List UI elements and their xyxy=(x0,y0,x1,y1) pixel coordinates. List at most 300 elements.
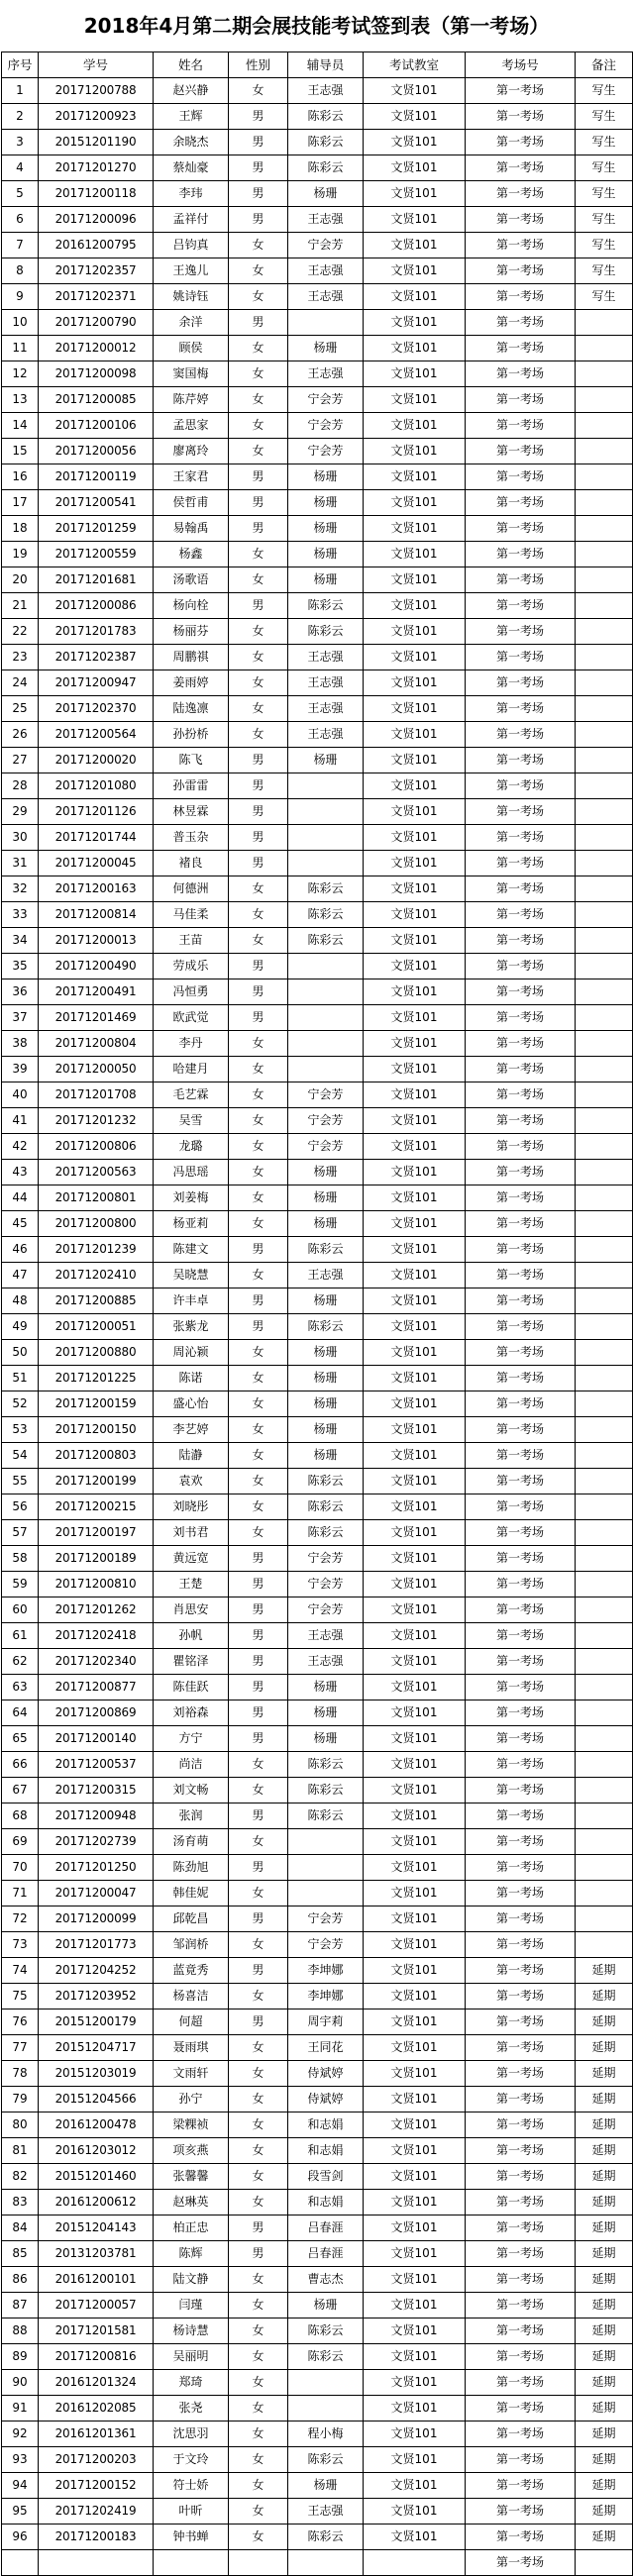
cell-student-id: 20171200056 xyxy=(39,439,154,464)
cell-counselor: 陈彩云 xyxy=(288,2344,364,2370)
cell-gender: 女 xyxy=(229,567,288,593)
cell-gender: 女 xyxy=(229,2473,288,2499)
cell-student-id: 20171200159 xyxy=(39,1391,154,1417)
cell-student-id: 20171201225 xyxy=(39,1366,154,1391)
cell-remarks: 延期 xyxy=(576,2215,633,2241)
cell-counselor xyxy=(288,954,364,979)
cell-exam-room: 第一考场 xyxy=(466,1700,576,1726)
cell-student-id: 20171200788 xyxy=(39,78,154,104)
cell-gender: 男 xyxy=(229,155,288,181)
cell-gender: 男 xyxy=(229,130,288,155)
cell-seq: 40 xyxy=(2,1082,39,1108)
cell-gender: 女 xyxy=(229,1108,288,1134)
cell-student-id: 20171200491 xyxy=(39,979,154,1005)
cell-seq: 51 xyxy=(2,1366,39,1391)
cell-gender: 男 xyxy=(229,310,288,336)
cell-exam-room: 第一考场 xyxy=(466,181,576,207)
cell-student-id: 20151203019 xyxy=(39,2061,154,2087)
cell-seq: 91 xyxy=(2,2396,39,2421)
table-row xyxy=(2,619,633,645)
cell-exam-room: 第一考场 xyxy=(466,1597,576,1623)
cell-exam-room: 第一考场 xyxy=(466,799,576,825)
table-row xyxy=(2,1391,633,1417)
cell-remarks: 延期 xyxy=(576,1984,633,2009)
cell-name: 杨亚莉 xyxy=(154,1211,229,1237)
cell-seq: 88 xyxy=(2,2318,39,2344)
cell-seq: 52 xyxy=(2,1391,39,1417)
cell-exam-room: 第一考场 xyxy=(466,1752,576,1778)
table-row xyxy=(2,2241,633,2267)
cell-classroom: 文贤101 xyxy=(364,78,466,104)
cell-counselor: 陈彩云 xyxy=(288,130,364,155)
table-row xyxy=(2,1726,633,1752)
cell-remarks xyxy=(576,1778,633,1803)
cell-exam-room: 第一考场 xyxy=(466,233,576,258)
cell-classroom: 文贤101 xyxy=(364,2473,466,2499)
cell-gender: 女 xyxy=(229,1134,288,1160)
cell-counselor: 宁会芳 xyxy=(288,1082,364,1108)
cell-seq: 8 xyxy=(2,258,39,284)
cell-classroom: 文贤101 xyxy=(364,207,466,233)
cell-classroom: 文贤101 xyxy=(364,1881,466,1906)
cell-classroom: 文贤101 xyxy=(364,1829,466,1855)
table-row xyxy=(2,1546,633,1572)
cell-classroom: 文贤101 xyxy=(364,439,466,464)
cell-exam-room: 第一考场 xyxy=(466,464,576,490)
cell-name: 钟书蝉 xyxy=(154,2524,229,2550)
cell-classroom: 文贤101 xyxy=(364,1984,466,2009)
cell-counselor: 程小梅 xyxy=(288,2421,364,2447)
cell-classroom: 文贤101 xyxy=(364,670,466,696)
cell-student-id: 20171201681 xyxy=(39,567,154,593)
cell-seq: 39 xyxy=(2,1057,39,1082)
cell-remarks: 写生 xyxy=(576,130,633,155)
cell-counselor xyxy=(288,799,364,825)
table-row xyxy=(2,413,633,439)
cell-gender: 女 xyxy=(229,1494,288,1520)
cell-counselor: 吕春涯 xyxy=(288,2241,364,2267)
cell-exam-room: 第一考场 xyxy=(466,1572,576,1597)
cell-exam-room: 第一考场 xyxy=(466,387,576,413)
table-row xyxy=(2,825,633,851)
cell-gender: 女 xyxy=(229,1366,288,1391)
cell-counselor: 王志强 xyxy=(288,1263,364,1288)
cell-seq: 90 xyxy=(2,2370,39,2396)
cell-exam-room: 第一考场 xyxy=(466,1803,576,1829)
cell-seq: 60 xyxy=(2,1597,39,1623)
cell-classroom: 文贤101 xyxy=(364,928,466,954)
table-row xyxy=(2,1160,633,1185)
cell-remarks xyxy=(576,1031,633,1057)
cell-remarks: 延期 xyxy=(576,2447,633,2473)
table-row xyxy=(2,1185,633,1211)
cell-counselor xyxy=(288,1855,364,1881)
cell-classroom: 文贤101 xyxy=(364,954,466,979)
cell-gender: 女 xyxy=(229,928,288,954)
cell-counselor: 王志强 xyxy=(288,2499,364,2524)
table-row xyxy=(2,258,633,284)
cell-classroom: 文贤101 xyxy=(364,593,466,619)
table-row xyxy=(2,490,633,516)
cell-remarks xyxy=(576,1469,633,1494)
cell-seq: 69 xyxy=(2,1829,39,1855)
cell-student-id: 20171200877 xyxy=(39,1675,154,1700)
cell-student-id: 20171200045 xyxy=(39,851,154,876)
cell-name: 赵兴静 xyxy=(154,78,229,104)
cell-name: 顾侯 xyxy=(154,336,229,361)
cell-classroom: 文贤101 xyxy=(364,1417,466,1443)
cell-seq: 26 xyxy=(2,722,39,748)
cell-classroom: 文贤101 xyxy=(364,1314,466,1340)
cell-remarks xyxy=(576,1314,633,1340)
cell-counselor: 王志强 xyxy=(288,645,364,670)
cell-student-id: 20171201270 xyxy=(39,155,154,181)
cell-counselor: 吕春涯 xyxy=(288,2215,364,2241)
cell-seq: 78 xyxy=(2,2061,39,2087)
table-row xyxy=(2,1443,633,1469)
cell-seq: 79 xyxy=(2,2087,39,2112)
cell-student-id: 20171201259 xyxy=(39,516,154,542)
cell-gender: 男 xyxy=(229,1803,288,1829)
table-row xyxy=(2,928,633,954)
cell-remarks: 延期 xyxy=(576,2396,633,2421)
cell-counselor: 杨珊 xyxy=(288,567,364,593)
table-row xyxy=(2,1855,633,1881)
cell-classroom: 文贤101 xyxy=(364,619,466,645)
cell-remarks xyxy=(576,1005,633,1031)
cell-name: 王楚 xyxy=(154,1572,229,1597)
cell-student-id: 20161201361 xyxy=(39,2421,154,2447)
cell-name: 王辉 xyxy=(154,104,229,130)
table-row xyxy=(2,2396,633,2421)
cell-name: 孙宁 xyxy=(154,2087,229,2112)
cell-remarks: 延期 xyxy=(576,2164,633,2190)
cell-counselor: 宁会芳 xyxy=(288,387,364,413)
cell-classroom: 文贤101 xyxy=(364,1340,466,1366)
cell-remarks xyxy=(576,696,633,722)
cell-seq: 71 xyxy=(2,1881,39,1906)
cell-exam-room: 第一考场 xyxy=(466,2421,576,2447)
cell-gender: 男 xyxy=(229,1958,288,1984)
empty-cell xyxy=(364,2550,466,2576)
cell-classroom: 文贤101 xyxy=(364,2138,466,2164)
table-row xyxy=(2,155,633,181)
cell-seq: 85 xyxy=(2,2241,39,2267)
cell-gender: 女 xyxy=(229,258,288,284)
table-row xyxy=(2,696,633,722)
cell-remarks xyxy=(576,1211,633,1237)
cell-gender: 男 xyxy=(229,1288,288,1314)
cell-seq: 47 xyxy=(2,1263,39,1288)
cell-remarks xyxy=(576,1752,633,1778)
cell-remarks: 写生 xyxy=(576,104,633,130)
cell-student-id: 20171200315 xyxy=(39,1778,154,1803)
cell-seq: 70 xyxy=(2,1855,39,1881)
cell-remarks xyxy=(576,1623,633,1649)
cell-student-id: 20171204252 xyxy=(39,1958,154,1984)
cell-counselor: 陈彩云 xyxy=(288,1314,364,1340)
cell-remarks xyxy=(576,1288,633,1314)
cell-gender: 男 xyxy=(229,1546,288,1572)
cell-counselor: 陈彩云 xyxy=(288,928,364,954)
cell-counselor: 王志强 xyxy=(288,1649,364,1675)
cell-gender: 男 xyxy=(229,1237,288,1263)
cell-exam-room: 第一考场 xyxy=(466,258,576,284)
cell-classroom: 文贤101 xyxy=(364,258,466,284)
cell-classroom: 文贤101 xyxy=(364,825,466,851)
cell-classroom: 文贤101 xyxy=(364,1597,466,1623)
cell-gender: 女 xyxy=(229,336,288,361)
cell-name: 尚洁 xyxy=(154,1752,229,1778)
cell-remarks xyxy=(576,490,633,516)
cell-remarks xyxy=(576,1855,633,1881)
cell-student-id: 20171200541 xyxy=(39,490,154,516)
cell-name: 盛心怡 xyxy=(154,1391,229,1417)
cell-counselor: 陈彩云 xyxy=(288,1803,364,1829)
table-row xyxy=(2,670,633,696)
cell-classroom: 文贤101 xyxy=(364,1082,466,1108)
cell-exam-room: 第一考场 xyxy=(466,1237,576,1263)
cell-gender: 女 xyxy=(229,78,288,104)
cell-seq: 27 xyxy=(2,748,39,773)
cell-counselor: 陈彩云 xyxy=(288,1520,364,1546)
table-row xyxy=(2,773,633,799)
cell-gender: 女 xyxy=(229,1984,288,2009)
cell-remarks xyxy=(576,1417,633,1443)
cell-remarks xyxy=(576,1494,633,1520)
cell-student-id: 20171200152 xyxy=(39,2473,154,2499)
cell-seq: 41 xyxy=(2,1108,39,1134)
cell-gender: 女 xyxy=(229,2499,288,2524)
cell-classroom: 文贤101 xyxy=(364,1572,466,1597)
table-row xyxy=(2,1958,633,1984)
cell-student-id: 20171201469 xyxy=(39,1005,154,1031)
cell-seq: 11 xyxy=(2,336,39,361)
cell-name: 闫瑾 xyxy=(154,2293,229,2318)
cell-counselor: 杨珊 xyxy=(288,748,364,773)
cell-gender: 男 xyxy=(229,181,288,207)
cell-exam-room: 第一考场 xyxy=(466,207,576,233)
cell-name: 梁粿祯 xyxy=(154,2112,229,2138)
cell-exam-room: 第一考场 xyxy=(466,2344,576,2370)
cell-student-id: 20171202739 xyxy=(39,1829,154,1855)
table-row xyxy=(2,2035,633,2061)
cell-name: 侯哲甫 xyxy=(154,490,229,516)
cell-remarks xyxy=(576,1160,633,1185)
cell-name: 韩佳妮 xyxy=(154,1881,229,1906)
cell-student-id: 20171200947 xyxy=(39,670,154,696)
cell-exam-room: 第一考场 xyxy=(466,2035,576,2061)
cell-exam-room: 第一考场 xyxy=(466,2009,576,2035)
cell-remarks: 写生 xyxy=(576,258,633,284)
cell-classroom: 文贤101 xyxy=(364,902,466,928)
cell-counselor: 王志强 xyxy=(288,258,364,284)
table-row xyxy=(2,542,633,567)
cell-gender: 女 xyxy=(229,1160,288,1185)
cell-classroom: 文贤101 xyxy=(364,2524,466,2550)
cell-seq: 55 xyxy=(2,1469,39,1494)
cell-classroom: 文贤101 xyxy=(364,2293,466,2318)
cell-student-id: 20161200478 xyxy=(39,2112,154,2138)
cell-seq: 62 xyxy=(2,1649,39,1675)
cell-counselor: 杨珊 xyxy=(288,542,364,567)
cell-counselor: 陈彩云 xyxy=(288,2318,364,2344)
cell-name: 冯思瑶 xyxy=(154,1160,229,1185)
cell-classroom: 文贤101 xyxy=(364,284,466,310)
cell-classroom: 文贤101 xyxy=(364,1134,466,1160)
cell-counselor: 陈彩云 xyxy=(288,2447,364,2473)
cell-counselor: 宁会芳 xyxy=(288,439,364,464)
cell-classroom: 文贤101 xyxy=(364,2499,466,2524)
cell-name: 褚良 xyxy=(154,851,229,876)
cell-gender: 女 xyxy=(229,2138,288,2164)
cell-classroom: 文贤101 xyxy=(364,387,466,413)
cell-counselor: 王志强 xyxy=(288,722,364,748)
cell-remarks xyxy=(576,1134,633,1160)
cell-counselor: 王同花 xyxy=(288,2035,364,2061)
cell-counselor: 杨珊 xyxy=(288,464,364,490)
cell-counselor: 杨珊 xyxy=(288,1726,364,1752)
table-row xyxy=(2,2421,633,2447)
cell-exam-room: 第一考场 xyxy=(466,1494,576,1520)
cell-gender: 女 xyxy=(229,2087,288,2112)
cell-exam-room: 第一考场 xyxy=(466,748,576,773)
cell-remarks: 写生 xyxy=(576,78,633,104)
table-row xyxy=(2,181,633,207)
table-row xyxy=(2,284,633,310)
cell-remarks: 延期 xyxy=(576,2524,633,2550)
cell-exam-room: 第一考场 xyxy=(466,104,576,130)
cell-student-id: 20171200013 xyxy=(39,928,154,954)
cell-classroom: 文贤101 xyxy=(364,2087,466,2112)
cell-student-id: 20171200885 xyxy=(39,1288,154,1314)
cell-student-id: 20171200020 xyxy=(39,748,154,773)
cell-exam-room: 第一考场 xyxy=(466,1263,576,1288)
cell-exam-room: 第一考场 xyxy=(466,155,576,181)
cell-name: 吕钧真 xyxy=(154,233,229,258)
header-counselor: 辅导员 xyxy=(288,52,364,78)
cell-seq: 92 xyxy=(2,2421,39,2447)
cell-seq: 43 xyxy=(2,1160,39,1185)
cell-name: 杨向栓 xyxy=(154,593,229,619)
cell-exam-room: 第一考场 xyxy=(466,310,576,336)
cell-student-id: 20131203781 xyxy=(39,2241,154,2267)
cell-gender: 男 xyxy=(229,748,288,773)
cell-exam-room: 第一考场 xyxy=(466,1984,576,2009)
cell-student-id: 20171200880 xyxy=(39,1340,154,1366)
table-row xyxy=(2,1288,633,1314)
cell-seq: 20 xyxy=(2,567,39,593)
cell-student-id: 20171200118 xyxy=(39,181,154,207)
cell-classroom: 文贤101 xyxy=(364,233,466,258)
cell-seq: 81 xyxy=(2,2138,39,2164)
cell-remarks: 延期 xyxy=(576,2318,633,2344)
cell-student-id: 20161201324 xyxy=(39,2370,154,2396)
cell-counselor: 杨珊 xyxy=(288,1675,364,1700)
table-row xyxy=(2,2087,633,2112)
cell-counselor: 杨珊 xyxy=(288,1366,364,1391)
cell-classroom: 文贤101 xyxy=(364,1752,466,1778)
cell-remarks: 写生 xyxy=(576,207,633,233)
cell-gender: 男 xyxy=(229,2215,288,2241)
cell-classroom: 文贤101 xyxy=(364,516,466,542)
table-row xyxy=(2,1417,633,1443)
cell-student-id: 20171200810 xyxy=(39,1572,154,1597)
cell-gender: 女 xyxy=(229,439,288,464)
cell-student-id: 20171200559 xyxy=(39,542,154,567)
table-row xyxy=(2,1314,633,1340)
cell-classroom: 文贤101 xyxy=(364,2267,466,2293)
cell-remarks: 写生 xyxy=(576,284,633,310)
table-row xyxy=(2,2164,633,2190)
cell-gender: 女 xyxy=(229,1443,288,1469)
cell-exam-room: 第一考场 xyxy=(466,722,576,748)
cell-student-id: 20171202370 xyxy=(39,696,154,722)
cell-exam-room: 第一考场 xyxy=(466,1906,576,1932)
cell-name: 李艺婷 xyxy=(154,1417,229,1443)
cell-student-id: 20171200098 xyxy=(39,361,154,387)
cell-seq: 46 xyxy=(2,1237,39,1263)
cell-gender: 女 xyxy=(229,233,288,258)
empty-cell xyxy=(2,2550,39,2576)
cell-student-id: 20171200804 xyxy=(39,1031,154,1057)
table-row xyxy=(2,361,633,387)
cell-remarks xyxy=(576,748,633,773)
cell-gender: 女 xyxy=(229,1031,288,1057)
cell-remarks xyxy=(576,670,633,696)
cell-remarks: 延期 xyxy=(576,2035,633,2061)
cell-classroom: 文贤101 xyxy=(364,104,466,130)
cell-counselor xyxy=(288,979,364,1005)
cell-remarks xyxy=(576,439,633,464)
cell-name: 周鹏祺 xyxy=(154,645,229,670)
cell-gender: 女 xyxy=(229,2164,288,2190)
cell-counselor xyxy=(288,773,364,799)
cell-remarks xyxy=(576,902,633,928)
cell-name: 陆瀞 xyxy=(154,1443,229,1469)
cell-counselor: 杨珊 xyxy=(288,2293,364,2318)
cell-exam-room: 第一考场 xyxy=(466,490,576,516)
empty-cell xyxy=(288,2550,364,2576)
table-row-trailing xyxy=(2,2550,633,2576)
cell-gender: 女 xyxy=(229,1082,288,1108)
table-row xyxy=(2,1340,633,1366)
cell-name: 汤歌语 xyxy=(154,567,229,593)
cell-classroom: 文贤101 xyxy=(364,1932,466,1958)
cell-classroom: 文贤101 xyxy=(364,2396,466,2421)
cell-counselor: 王志强 xyxy=(288,207,364,233)
cell-classroom: 文贤101 xyxy=(364,1906,466,1932)
cell-remarks xyxy=(576,1057,633,1082)
cell-student-id: 20171200106 xyxy=(39,413,154,439)
cell-name: 劳成乐 xyxy=(154,954,229,979)
cell-student-id: 20171201708 xyxy=(39,1082,154,1108)
cell-student-id: 20171200086 xyxy=(39,593,154,619)
cell-student-id: 20161203012 xyxy=(39,2138,154,2164)
cell-student-id: 20171200163 xyxy=(39,876,154,902)
cell-gender: 女 xyxy=(229,2344,288,2370)
cell-name: 欧武觉 xyxy=(154,1005,229,1031)
table-row xyxy=(2,2215,633,2241)
cell-gender: 男 xyxy=(229,773,288,799)
cell-seq: 80 xyxy=(2,2112,39,2138)
table-row xyxy=(2,2318,633,2344)
cell-counselor: 和志娟 xyxy=(288,2112,364,2138)
cell-counselor: 宁会芳 xyxy=(288,1546,364,1572)
cell-classroom: 文贤101 xyxy=(364,2241,466,2267)
cell-counselor: 和志娟 xyxy=(288,2190,364,2215)
cell-seq: 83 xyxy=(2,2190,39,2215)
